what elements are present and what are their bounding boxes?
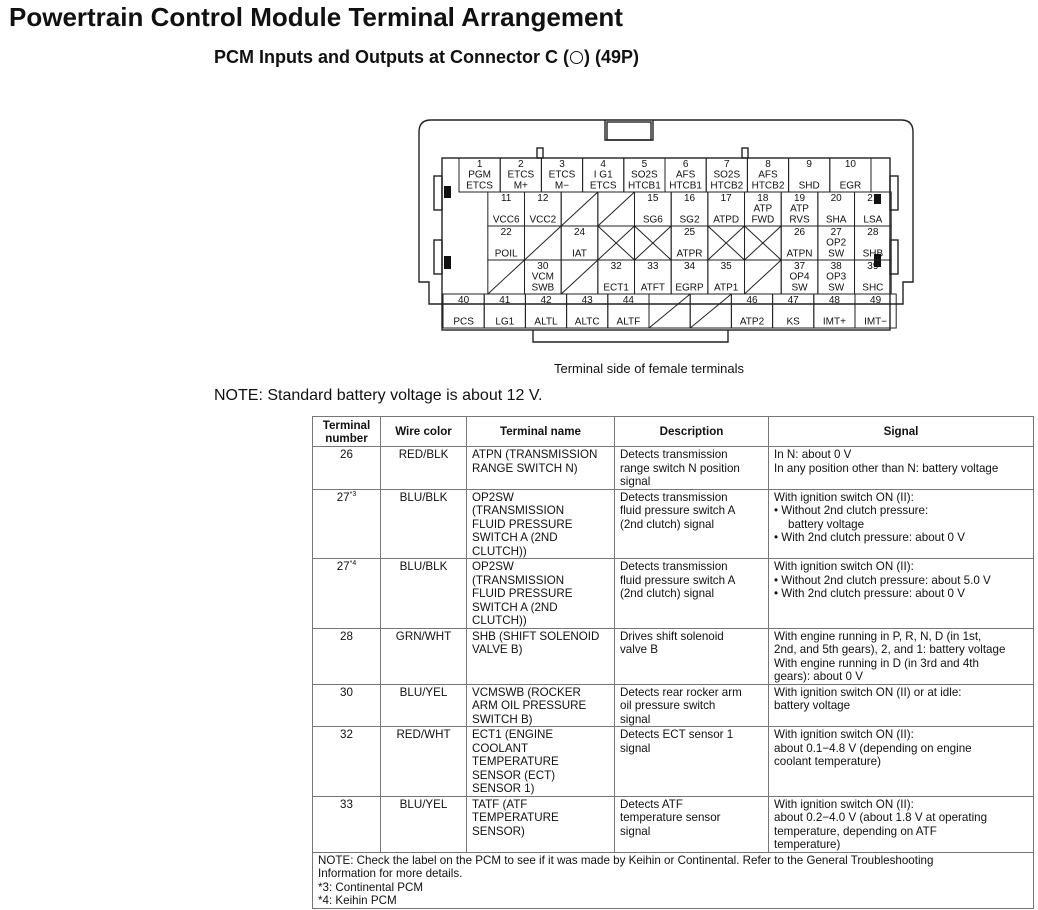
col-description: Description	[615, 417, 769, 447]
pin-number: 26	[793, 227, 806, 238]
pin-number: 30	[537, 261, 549, 272]
pin-label: HTCB2	[710, 180, 744, 192]
col-terminal-name: Terminal name	[467, 417, 615, 447]
col-terminal-number: Terminal number	[313, 417, 381, 447]
battery-voltage-note: NOTE: Standard battery voltage is about 12 V.	[214, 387, 543, 404]
terminal-number: 27	[336, 560, 350, 573]
signal-line: With ignition switch ON (II):	[774, 560, 914, 573]
pin-label-upper: ETCS	[507, 169, 535, 181]
footnote-marker: *3	[349, 490, 357, 498]
description-cell	[615, 447, 769, 490]
signal-cell	[769, 727, 1034, 797]
signal-cell	[769, 559, 1034, 629]
signal-line: In any position other than N: battery voltage	[774, 461, 999, 475]
terminal-number-cell	[313, 559, 381, 629]
pin-label-upper: PGM	[468, 169, 491, 181]
pin-number: 16	[683, 193, 696, 204]
pin-label: POIL	[494, 248, 518, 260]
pin-number: 7	[724, 159, 730, 170]
pin-label: SHB	[862, 248, 884, 260]
description-cell	[615, 727, 769, 797]
connector-caption: Terminal side of female terminals	[554, 361, 745, 376]
pin-label-upper: SO2S	[631, 169, 658, 181]
pin-number: 5	[641, 159, 648, 170]
signal-cell	[769, 684, 1034, 727]
signal-line: about 0.2−4.0 V (about 1.8 V at operating	[774, 811, 988, 824]
description-line: fluid pressure switch A	[620, 504, 736, 517]
pin-label: SHA	[825, 214, 847, 226]
pin-number: 3	[559, 159, 565, 170]
pin-number: 44	[622, 295, 634, 306]
pin-label-upper: OP4	[789, 271, 810, 283]
pin-label: IAT	[572, 248, 587, 260]
table-row	[313, 628, 1034, 684]
pin-label-upper: I G1	[593, 169, 613, 181]
pin-label: SW	[791, 282, 808, 294]
pin-label: SG2	[679, 214, 700, 226]
pin-number: 48	[828, 295, 840, 306]
terminal-name-line: RANGE SWITCH N)	[472, 461, 578, 475]
terminal-name-line: TEMPERATURE	[472, 811, 559, 824]
description-line: Detects ATF	[620, 797, 683, 811]
description-cell	[615, 628, 769, 684]
pin-label: ATFT	[640, 282, 665, 294]
pin-label: LG1	[495, 316, 515, 328]
terminal-name-line: ATPN (TRANSMISSION	[472, 448, 598, 461]
pin-label: ECT1	[603, 282, 629, 294]
pin-label: ETCS	[466, 180, 493, 192]
terminal-name-cell	[467, 684, 615, 727]
pin-number: 49	[870, 295, 882, 306]
pin-label: HTCB2	[751, 180, 785, 192]
wire-color-cell: BLU/BLK	[381, 559, 467, 629]
blank-cavity-mark	[745, 260, 782, 294]
description-line: range switch N position	[620, 461, 740, 475]
description-line: temperature sensor	[620, 811, 721, 824]
blank-cavity-mark	[598, 192, 635, 226]
terminal-name-line: ECT1 (ENGINE	[472, 728, 554, 741]
pin-number: 32	[610, 261, 622, 272]
pin-label: VCC6	[492, 214, 520, 226]
terminal-name-line: ARM OIL PRESSURE	[472, 699, 587, 712]
terminal-number-cell	[313, 628, 381, 684]
terminal-name-line: FLUID PRESSURE	[472, 587, 573, 600]
description-line: fluid pressure switch A	[620, 573, 736, 587]
pin-number: 20	[830, 193, 842, 204]
signal-line: • Without 2nd clutch pressure:	[774, 504, 929, 517]
description-cell	[615, 489, 769, 559]
pin-label: KS	[786, 316, 800, 328]
signal-line: temperature, depending on ATF	[774, 824, 937, 838]
terminal-name-cell	[467, 447, 615, 490]
footnote-line: Information for more details.	[318, 867, 463, 880]
description-line: (2nd clutch) signal	[620, 587, 715, 600]
pin-label: SHC	[862, 282, 884, 294]
description-cell	[615, 559, 769, 629]
col-wire-color: Wire color	[381, 417, 467, 447]
pin-label: HTCB1	[628, 180, 661, 192]
table-row	[313, 489, 1034, 559]
terminal-name-line: SENSOR)	[472, 824, 525, 838]
description-line: (2nd clutch) signal	[620, 517, 715, 531]
signal-line: With ignition switch ON (II) or at idle:	[774, 685, 962, 699]
signal-line: With engine running in D (in 3rd and 4th	[774, 656, 979, 670]
pin-number: 12	[537, 193, 549, 204]
terminal-number: 28	[340, 629, 353, 643]
pin-label: ALTC	[574, 316, 600, 328]
table-footnote	[313, 852, 1034, 908]
pin-number: 35	[720, 261, 732, 272]
signal-line: With engine running in P, R, N, D (in 1st,	[774, 629, 982, 643]
pin-number: 2	[518, 159, 524, 170]
pin-label: SW	[828, 248, 845, 260]
pin-number: 37	[793, 261, 806, 272]
pin-label: FWD	[751, 214, 775, 226]
terminal-number-cell	[313, 796, 381, 852]
footnote-line: *4: Keihin PCM	[318, 894, 397, 907]
terminal-name-line: SHB (SHIFT SOLENOID	[472, 629, 600, 643]
terminal-name-line: CLUTCH))	[472, 614, 527, 627]
signal-line: With ignition switch ON (II):	[774, 797, 914, 811]
signal-line: coolant temperature)	[774, 755, 881, 768]
description-line: Detects ECT sensor 1	[620, 728, 734, 741]
wire-color-cell: RED/WHT	[381, 727, 467, 797]
pin-label-upper: OP2	[826, 237, 847, 249]
terminal-number: 33	[340, 797, 353, 811]
terminal-name-cell	[467, 559, 615, 629]
signal-line: about 0.1−4.8 V (depending on engine	[774, 741, 972, 755]
pin-label: ATP1	[714, 282, 739, 294]
signal-line: battery voltage	[788, 517, 865, 531]
table-row	[313, 559, 1034, 629]
description-line: Detects transmission	[620, 490, 728, 504]
pin-label: SG6	[642, 214, 663, 226]
pin-number: 15	[647, 193, 659, 204]
signal-cell	[769, 796, 1034, 852]
signal-line: • Without 2nd clutch pressure: about 5.0 V	[774, 573, 991, 587]
pin-label: ATPR	[676, 248, 703, 260]
pin-number: 6	[682, 159, 689, 170]
terminal-name-line: SENSOR 1)	[472, 782, 535, 795]
pin-number: 28	[867, 227, 879, 238]
terminal-name-line: SWITCH B)	[472, 712, 533, 726]
terminal-number-cell	[313, 727, 381, 797]
subtitle-text-end: ) (49P)	[583, 47, 639, 67]
pin-number: 21	[867, 193, 879, 204]
footnote-marker: *4	[349, 560, 357, 567]
terminal-number-cell	[313, 684, 381, 727]
terminal-name-cell	[467, 628, 615, 684]
pin-label-upper: SO2S	[713, 169, 741, 181]
description-line: signal	[620, 741, 651, 755]
signal-line: • With 2nd clutch pressure: about 0 V	[774, 587, 965, 600]
signal-line: With ignition switch ON (II):	[774, 490, 914, 504]
pin-label: ALTL	[534, 316, 558, 328]
signal-cell	[769, 489, 1034, 559]
wire-color-cell: BLU/YEL	[381, 796, 467, 852]
pin-label-upper: AFS	[675, 169, 696, 181]
pin-label: HTCB1	[669, 180, 702, 192]
description-cell	[615, 796, 769, 852]
signal-line: gears): about 0 V	[774, 670, 863, 683]
terminal-name-cell	[467, 727, 615, 797]
pin-label: M+	[513, 180, 528, 192]
description-cell	[615, 684, 769, 727]
pin-label-upper: ATP	[753, 203, 773, 215]
connector-diagram	[417, 116, 915, 344]
footnote-line: *3: Continental PCM	[318, 880, 424, 894]
pin-number: 10	[844, 159, 856, 170]
pin-number: 19	[793, 193, 806, 204]
pin-label-upper: AFS	[758, 169, 778, 181]
signal-line: In N: about 0 V	[774, 448, 852, 461]
blank-cavity-mark	[690, 294, 731, 328]
pin-number: 9	[806, 159, 812, 170]
pin-number: 43	[581, 295, 593, 306]
pin-label-upper: VCM	[531, 271, 554, 283]
pin-label: ATP2	[739, 316, 765, 328]
wire-color-cell: RED/BLK	[381, 447, 467, 490]
pin-number: 42	[540, 295, 552, 306]
terminal-name-line: TATF (ATF	[472, 797, 528, 811]
terminal-name-line: OP2SW	[472, 490, 514, 504]
terminal-number: 26	[340, 448, 353, 461]
terminal-table	[312, 416, 1034, 909]
pin-label-upper: ETCS	[548, 169, 576, 181]
terminal-number: 32	[340, 728, 353, 741]
pin-label: IMT−	[864, 316, 888, 328]
description-line: Detects transmission	[620, 560, 728, 573]
pin-label-upper: ATP	[790, 203, 809, 215]
pin-number: 34	[683, 261, 696, 272]
pin-label: SHD	[798, 180, 820, 192]
signal-line: battery voltage	[774, 699, 851, 712]
pin-label-upper: OP3	[826, 271, 847, 283]
table-row	[313, 684, 1034, 727]
pin-label: EGRP	[675, 282, 704, 294]
description-line: signal	[620, 824, 651, 838]
circle-connector-icon	[570, 51, 583, 64]
terminal-pin-labels	[453, 159, 887, 328]
wire-color-cell: GRN/WHT	[381, 628, 467, 684]
pin-label: PCS	[453, 316, 474, 328]
blank-cavity-mark	[488, 260, 525, 294]
pin-number: 39	[867, 261, 879, 272]
description-line: signal	[620, 712, 651, 726]
terminal-number-cell	[313, 447, 381, 490]
pin-label: M−	[554, 180, 570, 192]
signal-line: 2nd, and 5th gears), 2, and 1: battery voltage	[774, 643, 1006, 656]
signal-line: With ignition switch ON (II):	[774, 728, 914, 741]
terminal-number: 30	[340, 685, 353, 699]
terminal-name-line: SENSOR (ECT)	[472, 768, 556, 782]
description-line: Detects transmission	[620, 448, 728, 461]
col-signal: Signal	[769, 417, 1034, 447]
pin-number: 11	[500, 193, 512, 204]
terminal-name-line: COOLANT	[472, 741, 529, 755]
page-subtitle	[214, 47, 639, 68]
pin-number: 40	[458, 295, 470, 306]
pin-label: SW	[828, 282, 845, 294]
pin-number: 17	[720, 193, 732, 204]
pin-number: 46	[746, 295, 758, 306]
pin-label: IMT+	[822, 316, 846, 328]
signal-line: • With 2nd clutch pressure: about 0 V	[774, 531, 965, 544]
pin-number: 8	[765, 159, 771, 170]
pin-number: 22	[500, 227, 512, 238]
signal-cell	[769, 447, 1034, 490]
pin-label: ETCS	[589, 180, 617, 192]
blank-cavity-mark	[561, 192, 598, 226]
pin-number: 18	[757, 193, 769, 204]
terminal-name-line: FLUID PRESSURE	[472, 517, 573, 531]
description-line: Detects rear rocker arm	[620, 685, 742, 699]
pin-number: 24	[573, 227, 586, 238]
terminal-name-line: (TRANSMISSION	[472, 504, 565, 517]
pin-label: ALTF	[616, 316, 641, 328]
blank-cavity-mark	[525, 226, 562, 260]
wire-color-cell: BLU/YEL	[381, 684, 467, 727]
terminal-name-line: (TRANSMISSION	[472, 573, 565, 587]
pin-label: SWB	[531, 282, 555, 294]
terminal-name-line: VCMSWB (ROCKER	[472, 685, 581, 699]
table-footnote-row	[313, 852, 1034, 908]
description-line: oil pressure switch	[620, 699, 716, 712]
pin-number: 25	[683, 227, 696, 238]
terminal-name-cell	[467, 489, 615, 559]
terminal-name-line: VALVE B)	[472, 643, 523, 656]
signal-cell	[769, 628, 1034, 684]
pin-number: 41	[499, 295, 511, 306]
pin-number: 4	[600, 159, 606, 170]
pin-label: LSA	[863, 214, 883, 226]
wire-color-cell: BLU/BLK	[381, 489, 467, 559]
pin-label: VCC2	[529, 214, 557, 226]
description-line: valve B	[620, 643, 659, 656]
table-body	[313, 447, 1034, 853]
blank-cavity-mark	[561, 260, 598, 294]
subtitle-text-start: PCM Inputs and Outputs at Connector C (	[214, 47, 569, 67]
table-row	[313, 796, 1034, 852]
table-row	[313, 727, 1034, 797]
pin-label: RVS	[789, 214, 810, 226]
pin-label: EGR	[839, 180, 862, 192]
pin-number: 38	[830, 261, 842, 272]
terminal-number: 27	[336, 490, 350, 504]
terminal-name-line: OP2SW	[472, 560, 514, 573]
pin-label: ATPD	[713, 214, 740, 226]
pin-label: ATPN	[786, 248, 813, 260]
terminal-name-line: SWITCH A (2ND	[472, 531, 558, 544]
page-title: Powertrain Control Module Terminal Arrangement	[9, 2, 623, 32]
terminal-name-line: CLUTCH))	[472, 544, 527, 558]
table-row	[313, 447, 1034, 490]
pin-number: 47	[787, 295, 799, 306]
blank-cavity-mark	[649, 294, 690, 328]
table-header-row	[313, 417, 1034, 447]
pin-number: 1	[476, 159, 483, 170]
terminal-name-line: SWITCH A (2ND	[472, 600, 558, 614]
footnote-line: NOTE: Check the label on the PCM to see if it was made by Keihin or Continental. Refer to the General Troubleshooting	[318, 853, 934, 867]
pin-number: 27	[830, 227, 842, 238]
description-line: Drives shift solenoid	[620, 629, 724, 643]
signal-line: temperature)	[774, 838, 841, 851]
description-line: signal	[620, 475, 651, 488]
terminal-name-line: TEMPERATURE	[472, 755, 559, 768]
terminal-number-cell	[313, 489, 381, 559]
terminal-name-cell	[467, 796, 615, 852]
pin-number: 33	[647, 261, 659, 272]
